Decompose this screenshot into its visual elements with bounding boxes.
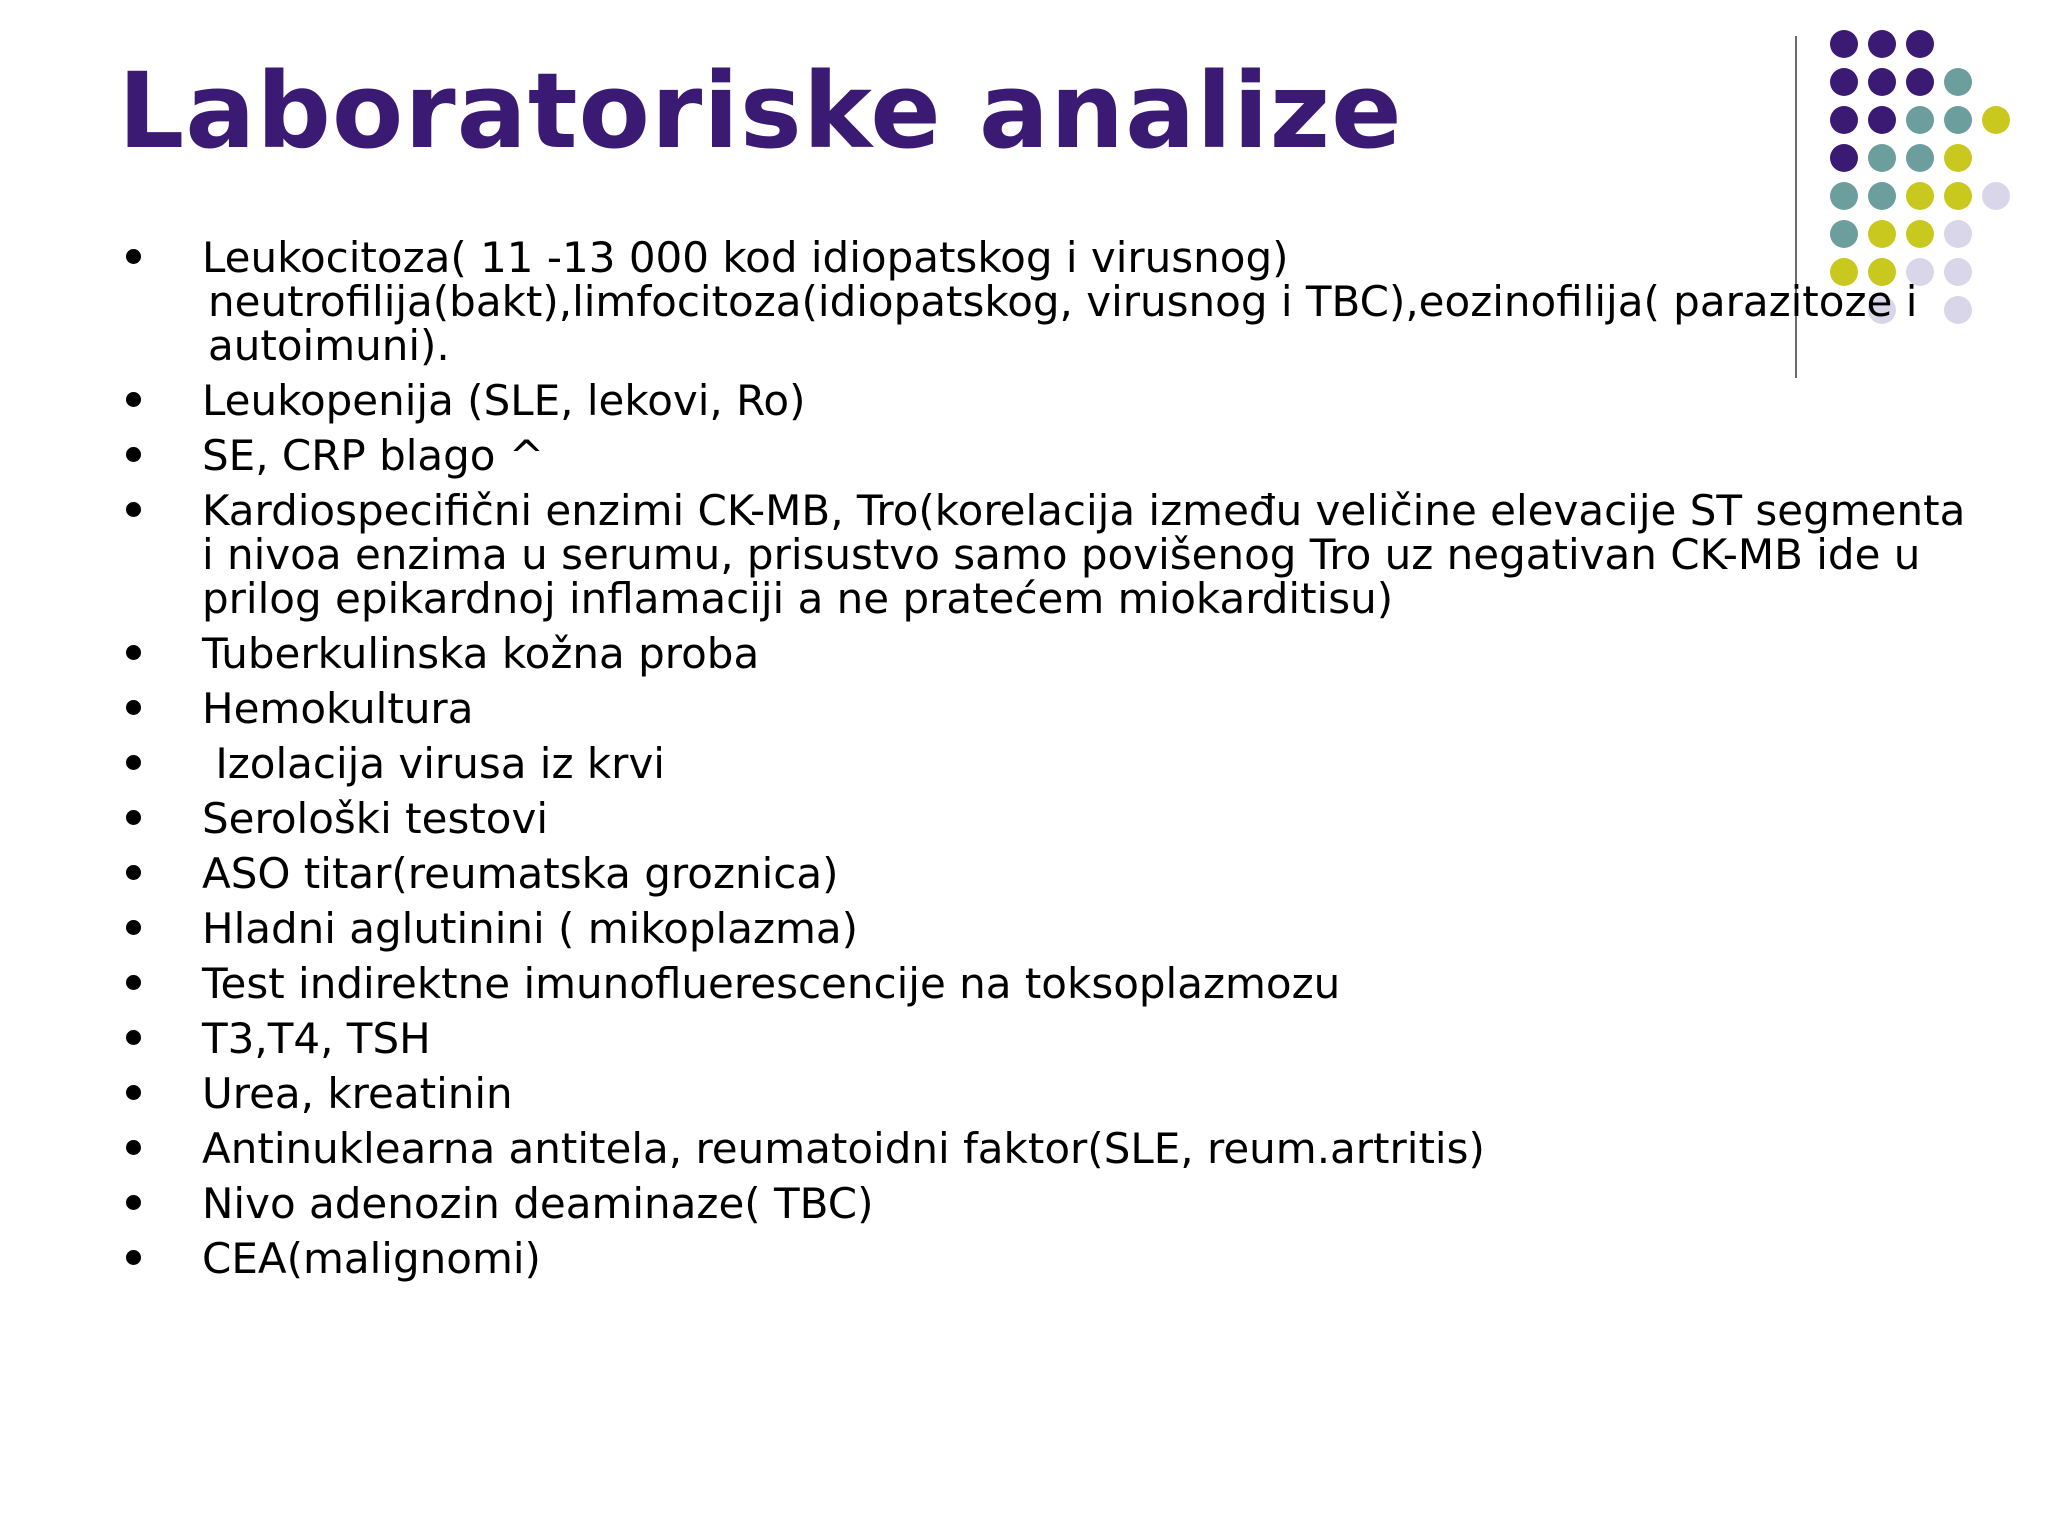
dot <box>1868 144 1896 172</box>
list-item <box>120 959 1980 1008</box>
list-item <box>120 431 1980 480</box>
bullet-icon <box>126 1250 141 1265</box>
list-item <box>120 1179 1980 1228</box>
list-item-text: Test indirektne imunofluerescencije na toksoplazmozu <box>202 959 1341 1008</box>
dot <box>1868 106 1896 134</box>
bullet-icon <box>126 700 141 715</box>
dot <box>1830 144 1858 172</box>
list-item <box>120 1234 1980 1283</box>
dot <box>1830 30 1858 58</box>
list-item-text: Hemokultura <box>202 684 474 733</box>
bullet-icon <box>126 502 141 517</box>
list-item <box>120 794 1980 843</box>
list-item <box>120 849 1980 898</box>
list-item-text: Kardiospecifični enzimi CK-MB, Tro(korelacija između veličine elevacije ST segmenta i nivoa enzima u serumu, prisustvo samo povišenog Tro uz negativan CK-MB ide u prilog epikardnoj inflamaciji a ne pratećem miokarditisu) <box>202 486 1966 623</box>
dot <box>1868 30 1896 58</box>
list-item-text: Leukopenija (SLE, lekovi, Ro) <box>202 376 806 425</box>
dot <box>1830 182 1858 210</box>
list-item <box>120 486 1980 623</box>
dot <box>1944 106 1972 134</box>
dot <box>1868 68 1896 96</box>
dot <box>1906 68 1934 96</box>
dot <box>1944 68 1972 96</box>
list-item-text: Hladni aglutinini ( mikoplazma) <box>202 904 859 953</box>
list-item <box>120 739 1980 788</box>
bullet-icon <box>126 645 141 660</box>
bullet-list <box>120 233 1980 1292</box>
bullet-icon <box>126 920 141 935</box>
list-item-continuation: neutrofilija(bakt),limfocitoza(idiopatskog, virusnog i TBC),eozinofilija( parazitoze i autoimuni). <box>208 277 1918 370</box>
bullet-icon <box>126 392 141 407</box>
list-item-text: Tuberkulinska kožna proba <box>202 629 760 678</box>
list-item <box>120 684 1980 733</box>
bullet-icon <box>126 975 141 990</box>
bullet-icon <box>126 865 141 880</box>
dot <box>1868 182 1896 210</box>
list-item-text: Leukocitoza( 11 -13 000 kod idiopatskog i virusnog) <box>202 233 1289 282</box>
bullet-icon <box>126 249 141 264</box>
dot <box>1906 30 1934 58</box>
bullet-icon <box>126 810 141 825</box>
list-item <box>120 1069 1980 1118</box>
list-item-text: Nivo adenozin deaminaze( TBC) <box>202 1179 874 1228</box>
list-item <box>120 1124 1980 1173</box>
list-item-text: Izolacija virusa iz krvi <box>202 739 665 788</box>
bullet-icon <box>126 1085 141 1100</box>
list-item <box>120 233 1980 370</box>
bullet-icon <box>126 1195 141 1210</box>
list-item <box>120 1014 1980 1063</box>
bullet-icon <box>126 1030 141 1045</box>
list-item-text: T3,T4, TSH <box>202 1014 431 1063</box>
dot <box>1906 106 1934 134</box>
list-item-text: ASO titar(reumatska groznica) <box>202 849 839 898</box>
dot <box>1906 182 1934 210</box>
list-item-text: SE, CRP blago ^ <box>202 431 545 480</box>
slide-title: Laboratoriske analize <box>118 50 1403 172</box>
bullet-icon <box>126 1140 141 1155</box>
bullet-icon <box>126 755 141 770</box>
dot <box>1982 182 2010 210</box>
dot <box>1906 144 1934 172</box>
list-item-text: Urea, kreatinin <box>202 1069 513 1118</box>
list-item <box>120 904 1980 953</box>
list-item-text: CEA(malignomi) <box>202 1234 541 1283</box>
bullet-icon <box>126 447 141 462</box>
list-item-text: Serološki testovi <box>202 794 549 843</box>
dot <box>1944 144 1972 172</box>
list-item <box>120 629 1980 678</box>
dot <box>1830 68 1858 96</box>
list-item <box>120 376 1980 425</box>
dot <box>1982 106 2010 134</box>
dot <box>1944 182 1972 210</box>
list-item-text: Antinuklearna antitela, reumatoidni faktor(SLE, reum.artritis) <box>202 1124 1485 1173</box>
dot <box>1830 106 1858 134</box>
